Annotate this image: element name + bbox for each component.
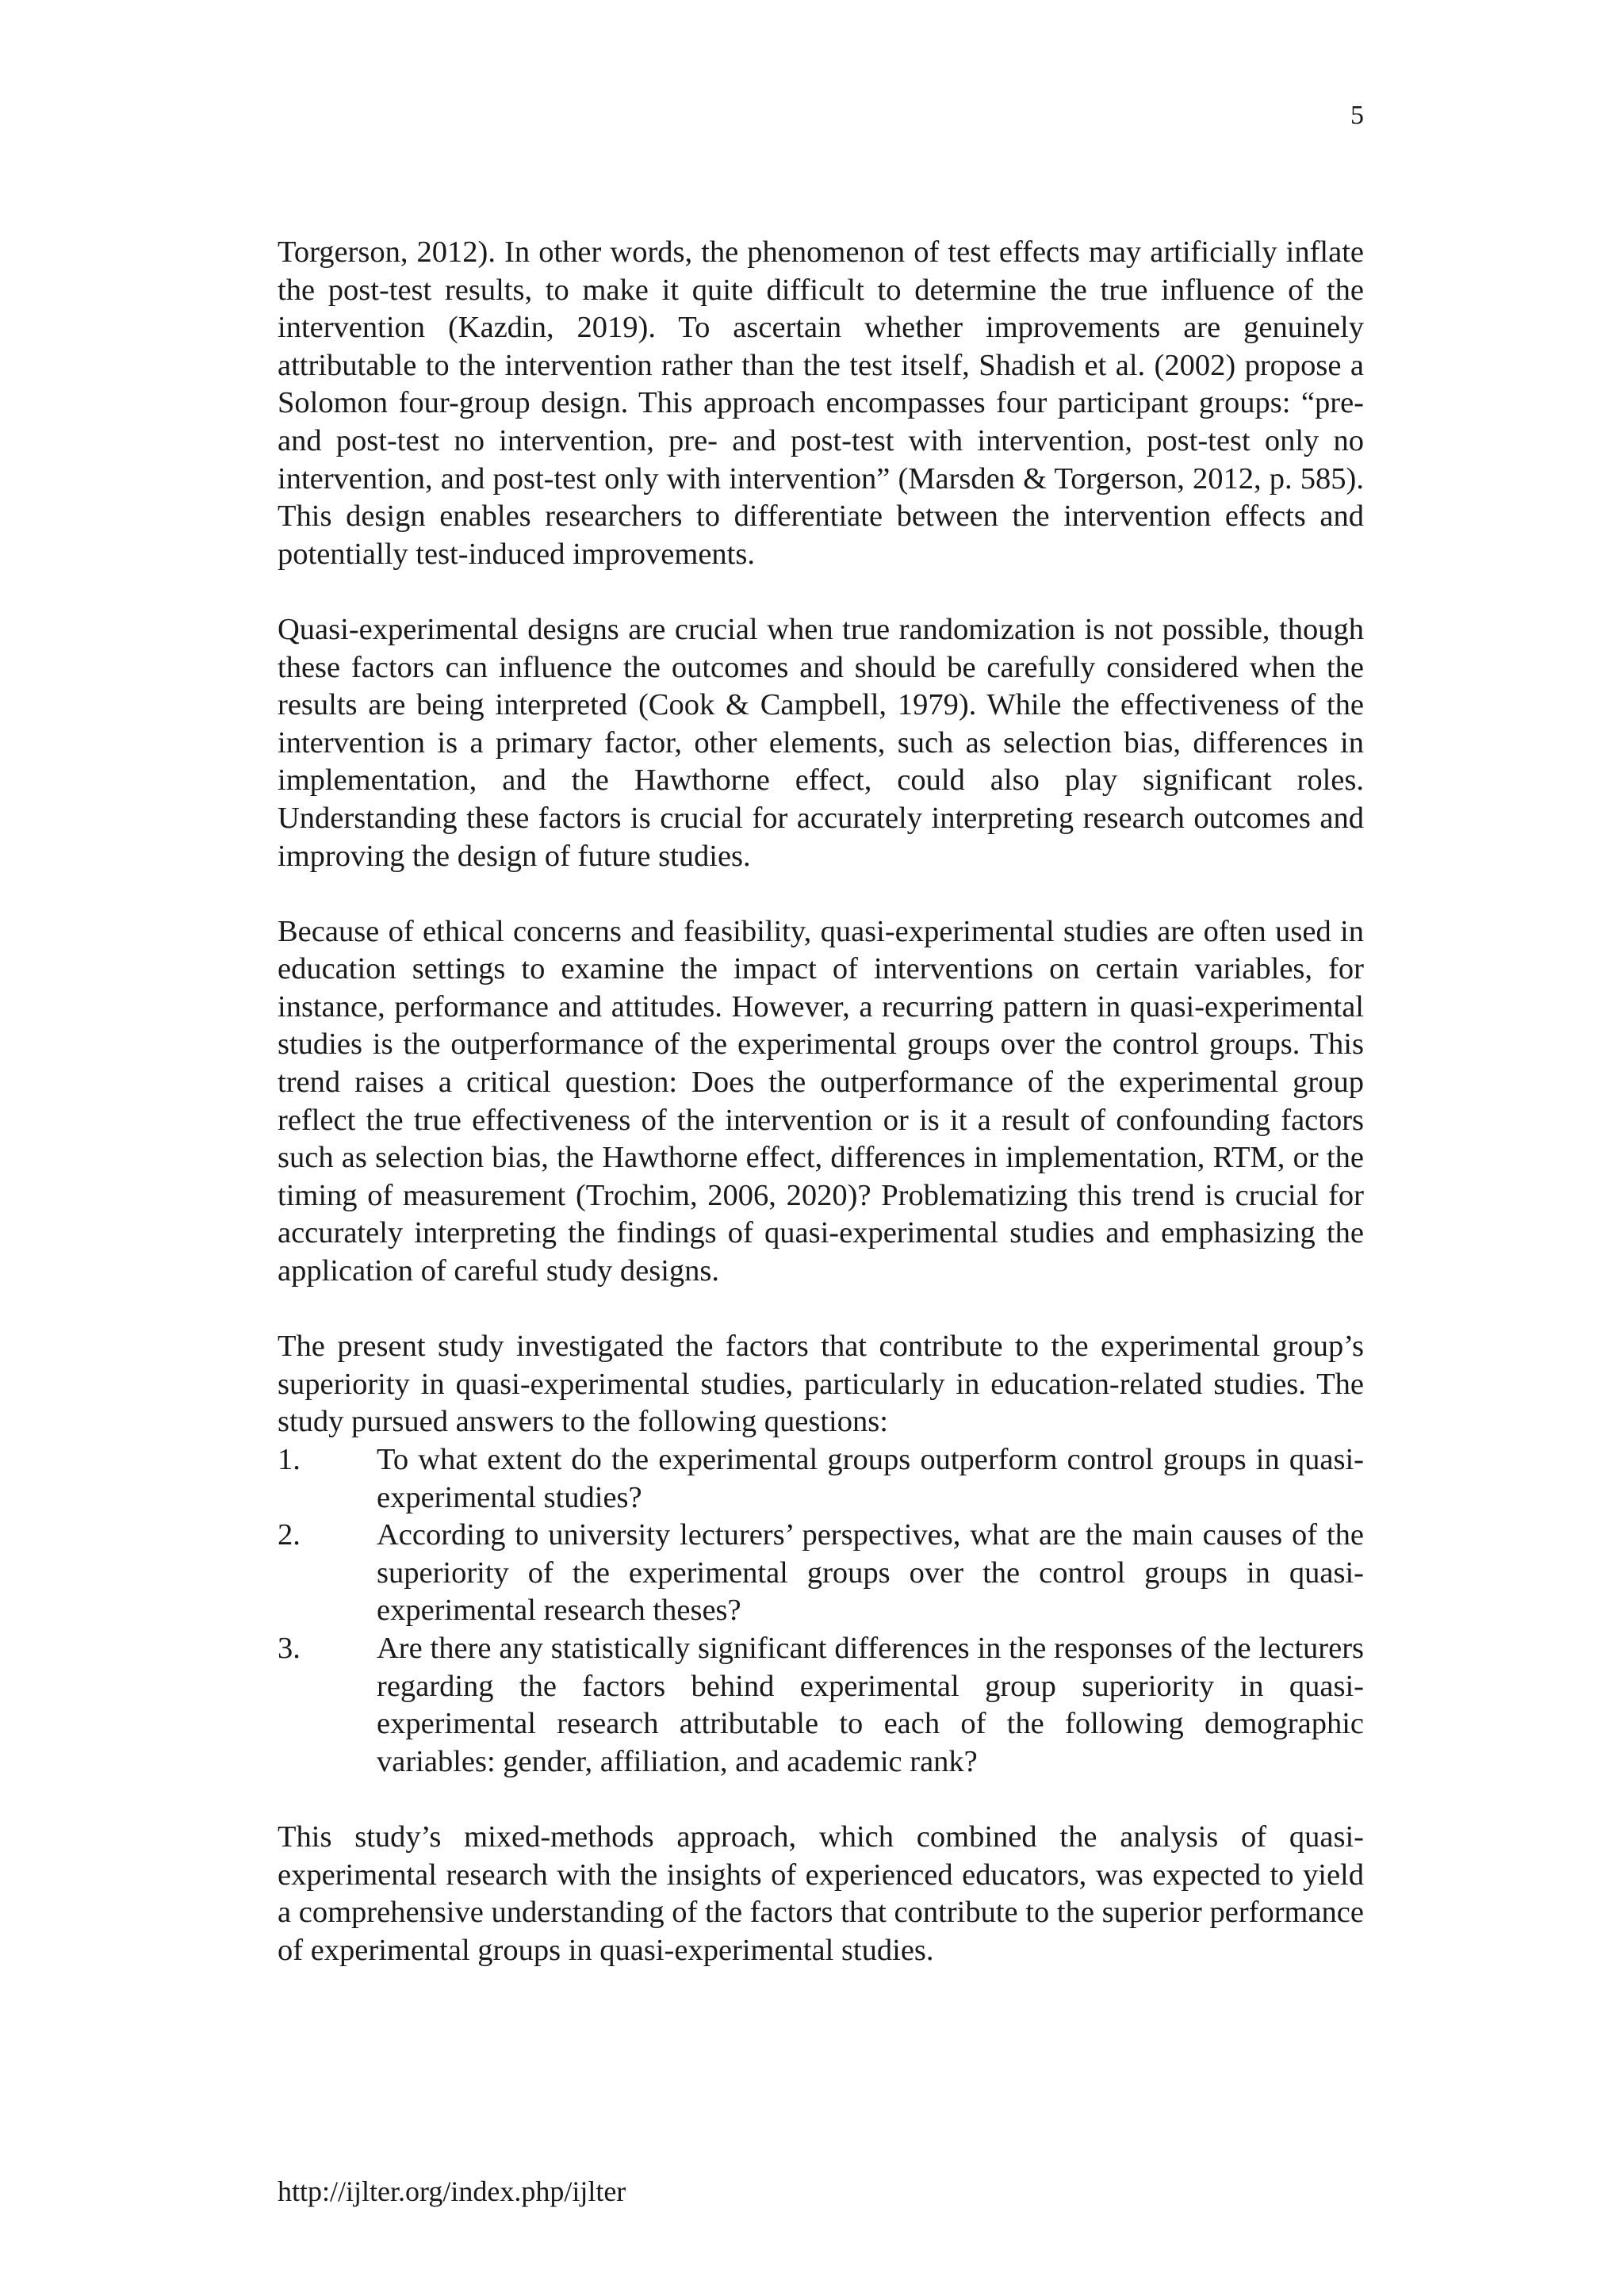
research-question-number: 1. (278, 1443, 301, 1476)
paragraph-present-study: The present study investigated the factors that contribute to the experimental group’s superiority in quasi-experimental studies, particularly in education-related studies. The study pursued answers to the following questions: (278, 1330, 1364, 1439)
page-number: 5 (1350, 101, 1364, 130)
research-questions-list (278, 1441, 1364, 1781)
research-question-number: 2. (278, 1518, 301, 1552)
research-question-item (278, 1630, 1364, 1781)
research-question-text: According to university lecturers’ perspectives, what are the main causes of the superiority of the experimental groups over the control groups in quasi-experimental research theses? (377, 1518, 1364, 1628)
paragraph-test-effects: Torgerson, 2012). In other words, the phenomenon of test effects may artificially inflate the post-test results, to make it quite difficult to determine the true influence of the intervention (Kazdin, 2019). To ascertain whether improvements are genuinely attributable to the intervention rather than the test itself, Shadish et al. (2002) propose a Solomon four-group design. This approach encompasses four participant groups: “pre- and post-test no intervention, pre- and post-test with intervention, post-test only no intervention, and post-test only with intervention” (Marsden & Torgerson, 2012, p. 585). This design enables researchers to differentiate between the intervention effects and potentially test-induced improvements. (278, 235, 1364, 571)
research-question-item (278, 1517, 1364, 1630)
research-question-number: 3. (278, 1631, 301, 1665)
paragraph-ethical-concerns: Because of ethical concerns and feasibility, quasi-experimental studies are often used in education settings to examine the impact of interventions on certain variables, for instance, performance and attitudes. However, a recurring pattern in quasi-experimental studies is the outperformance of the experimental groups over the control groups. This trend raises a critical question: Does the outperformance of the experimental group reflect the true effectiveness of the intervention or is it a result of confounding factors such as selection bias, the Hawthorne effect, differences in implementation, RTM, or the timing of measurement (Trochim, 2006, 2020)? Problematizing this trend is crucial for accurately interpreting the findings of quasi-experimental studies and emphasizing the application of careful study designs. (278, 914, 1364, 1288)
footer-journal-url[interactable]: http://ijlter.org/index.php/ijlter (278, 2175, 626, 2207)
research-question-item (278, 1441, 1364, 1517)
research-question-text: To what extent do the experimental groups outperform control groups in quasi-experimental studies? (377, 1443, 1364, 1514)
paragraph-mixed-methods: This study’s mixed-methods approach, which combined the analysis of quasi-experimental research with the insights of experienced educators, was expected to yield a comprehensive understanding of the factors that contribute to the superior performance of experimental groups in quasi-experimental studies. (278, 1820, 1364, 1967)
article-body (278, 234, 1364, 1969)
research-question-text: Are there any statistically significant differences in the responses of the lecturers regarding the factors behind experimental group superiority in quasi-experimental research attributable to each of the following demographic variables: gender, affiliation, and academic rank? (377, 1631, 1364, 1778)
paragraph-quasi-experimental-designs: Quasi-experimental designs are crucial when true randomization is not possible, though these factors can influence the outcomes and should be carefully considered when the results are being interpreted (Cook & Campbell, 1979). While the effectiveness of the intervention is a primary factor, other elements, such as selection bias, differences in implementation, and the Hawthorne effect, could also play significant roles. Understanding these factors is crucial for accurately interpreting research outcomes and improving the design of future studies. (278, 612, 1364, 873)
